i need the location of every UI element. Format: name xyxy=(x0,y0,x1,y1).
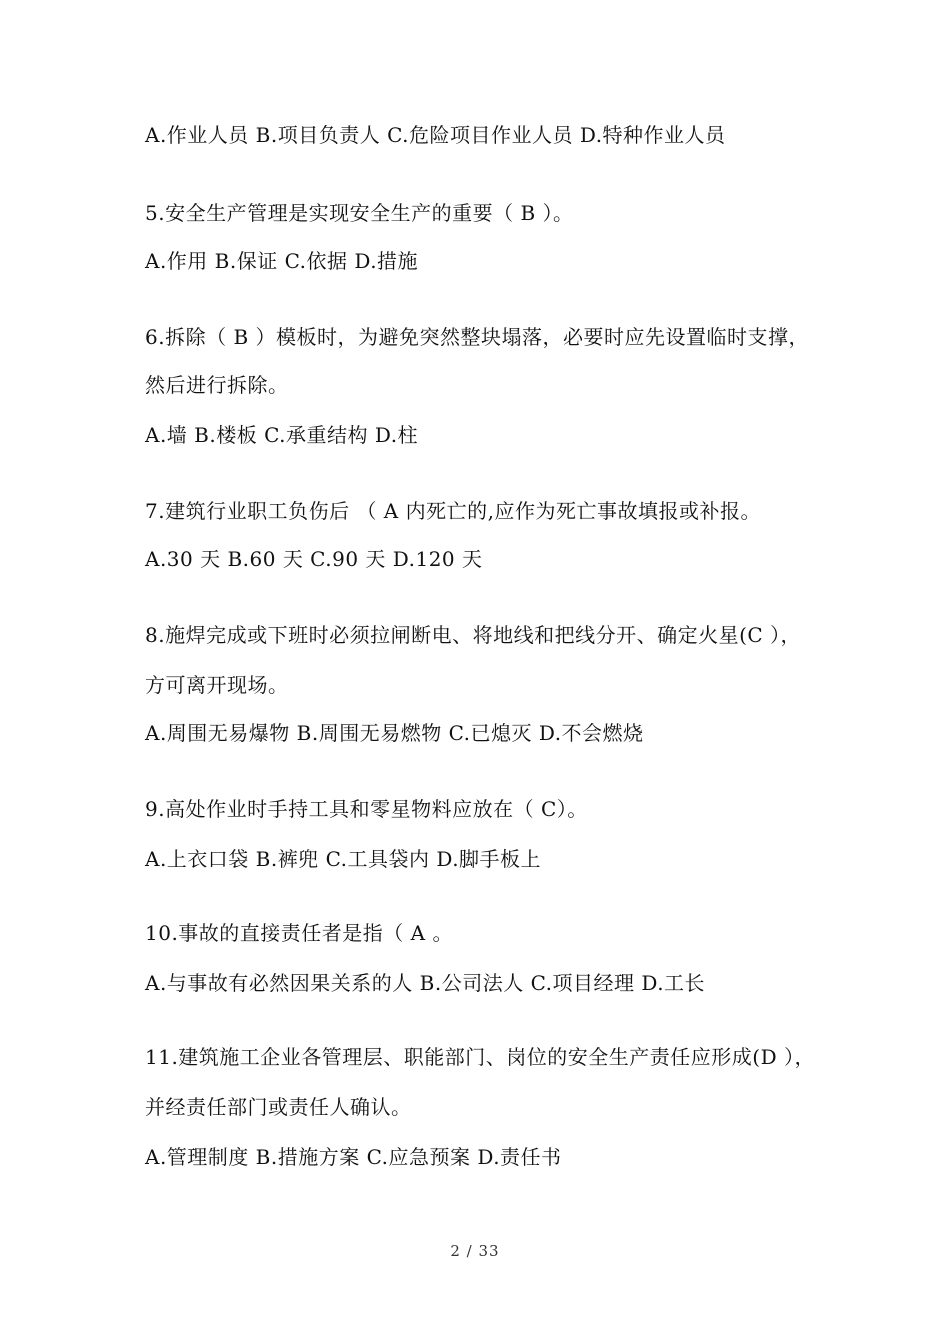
question-8-line-1: 8.施焊完成或下班时必须拉闸断电、将地线和把线分开、确定火星(C ）， xyxy=(145,623,802,647)
question-6-line-2: 然后进行拆除。 xyxy=(145,373,289,397)
question-8-line-2: 方可离开现场。 xyxy=(145,673,289,697)
question-6-line-1: 6.拆除（ B ）模板时，为避免突然整块塌落，必要时应先设置临时支撑， xyxy=(145,325,809,349)
question-10: 10.事故的直接责任者是指（ A 。 xyxy=(145,921,453,945)
question-11-line-1: 11.建筑施工企业各管理层、职能部门、岗位的安全生产责任应形成(D ）， xyxy=(145,1045,816,1069)
options-q6: A.墙 B.楼板 C.承重结构 D.柱 xyxy=(145,423,419,447)
options-q9: A.上衣口袋 B.裤兜 C.工具袋内 D.脚手板上 xyxy=(145,847,542,871)
question-9: 9.高处作业时手持工具和零星物料应放在（ C）。 xyxy=(145,797,588,821)
question-5: 5.安全生产管理是实现安全生产的重要（ B ）。 xyxy=(145,201,574,225)
options-q11: A.管理制度 B.措施方案 C.应急预案 D.责任书 xyxy=(145,1145,562,1169)
options-q10: A.与事故有必然因果关系的人 B.公司法人 C.项目经理 D.工长 xyxy=(145,971,706,995)
options-q5: A.作用 B.保证 C.依据 D.措施 xyxy=(145,249,419,273)
page-indicator: 2 / 33 xyxy=(450,1242,500,1260)
options-q8: A.周围无易爆物 B.周围无易燃物 C.已熄灭 D.不会燃烧 xyxy=(145,721,644,745)
question-7: 7.建筑行业职工负伤后 （ A 内死亡的,应作为死亡事故填报或补报。 xyxy=(145,499,761,523)
question-11-line-2: 并经责任部门或责任人确认。 xyxy=(145,1095,412,1119)
options-q4: A.作业人员 B.项目负责人 C.危险项目作业人员 D.特种作业人员 xyxy=(145,123,726,147)
options-q7: A.30 天 B.60 天 C.90 天 D.120 天 xyxy=(145,547,483,571)
